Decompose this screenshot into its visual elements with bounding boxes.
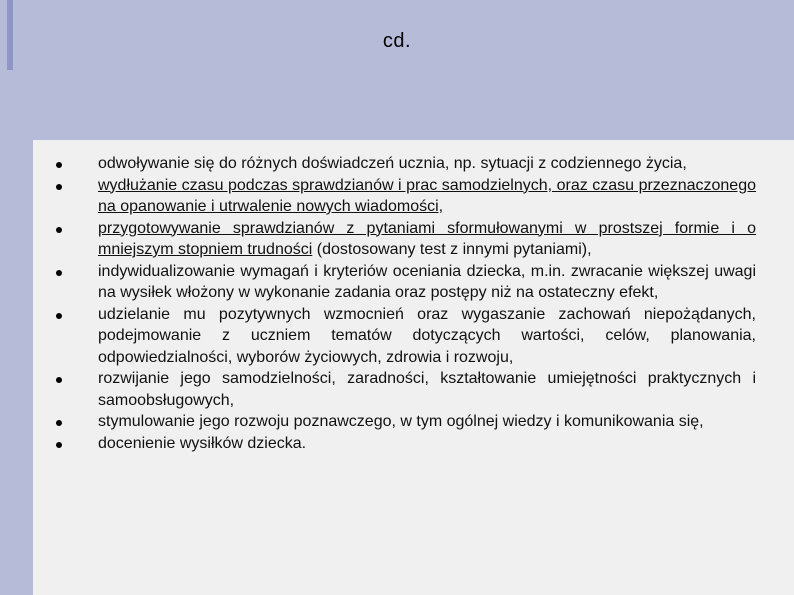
bullet-dot-icon	[56, 377, 62, 383]
bullet-dot-icon	[56, 420, 62, 426]
bullet-dot-icon	[56, 162, 62, 168]
bullet-text: udzielanie mu pozytywnych wzmocnień oraz wygaszanie zachowań niepożądanych, podejmowanie z uczniem tematów dotyczących wartości, celów, planowania, odpowiedzialności, wyborów życiowych, zdrowia i rozwoju,	[98, 305, 756, 366]
list-item	[50, 368, 756, 411]
list-item	[50, 304, 756, 369]
list-item	[50, 411, 756, 433]
slide-title: cd.	[382, 30, 412, 52]
list-item	[50, 433, 756, 455]
list-item	[50, 261, 756, 304]
bullet-text: odwoływanie się do różnych doświadczeń ucznia, np. sytuacji z codziennego życia,	[98, 155, 687, 172]
list-item	[50, 175, 756, 218]
bullet-text: stymulowanie jego rozwoju poznawczego, w tym ogólnej wiedzy i komunikowania się,	[98, 413, 704, 430]
bullet-dot-icon	[56, 442, 62, 448]
bullet-text: wydłużanie czasu podczas sprawdzianów i prac samodzielnych, oraz czasu przeznaczonego na opanowanie i utrwalenie nowych wiadomości,	[98, 176, 756, 215]
bullet-text: (dostosowany test z innymi pytaniami),	[312, 241, 592, 258]
bullet-dot-icon	[56, 184, 62, 190]
bullet-dot-icon	[56, 270, 62, 276]
bullet-dot-icon	[56, 227, 62, 233]
bullet-text: docenienie wysiłków dziecka.	[98, 434, 307, 452]
bullet-text-underlined: przygotowywanie sprawdzianów z pytaniami sformułowanymi w prostszej formie i o mniejszym stopniem trudności	[98, 219, 756, 258]
bullet-text: indywidualizowanie wymagań i kryteriów oceniania dziecka, m.in. zwracanie większej uwagi na wysiłek włożony w wykonanie zadania oraz postępy niż na ostateczny efekt,	[98, 262, 756, 301]
bullet-text: rozwijanie jego samodzielności, zaradności, kształtowanie umiejętności praktycznych i samoobsługowych,	[98, 370, 756, 409]
bullet-dot-icon	[56, 313, 62, 319]
list-item	[50, 218, 756, 261]
list-item	[50, 153, 756, 175]
bullet-list	[50, 153, 756, 454]
